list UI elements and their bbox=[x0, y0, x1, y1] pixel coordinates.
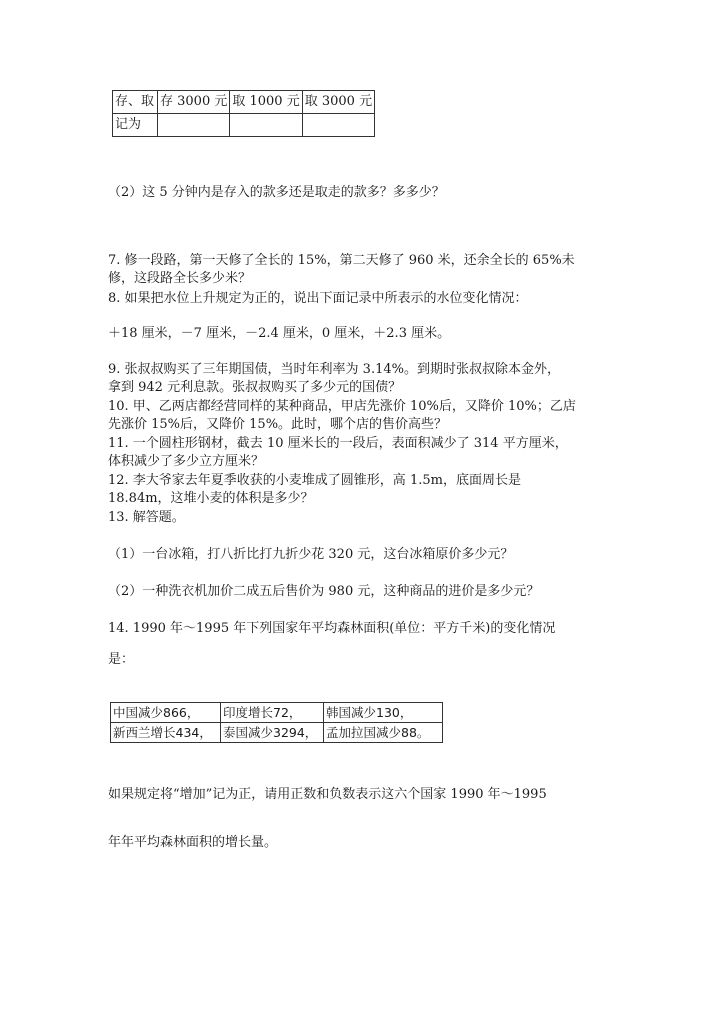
table-cell: 印度增长72， bbox=[221, 703, 324, 723]
question-9-line-2: 拿到 942 元利息款。张叔叔购买了多少元的国债？ bbox=[108, 380, 402, 395]
question-10-line-1: 10. 甲、乙两店都经营同样的某种商品，甲店先涨价 10%后，又降价 10%；乙店 bbox=[108, 399, 576, 414]
table-cell: 存、取 bbox=[113, 91, 158, 114]
table-cell bbox=[302, 114, 374, 137]
question-13-part-1: （1）一台冰箱，打八折比打九折少花 320 元，这台冰箱原价多少元？ bbox=[108, 547, 514, 562]
deposit-withdraw-table bbox=[112, 90, 375, 137]
question-6-part-2: （2）这 5 分钟内是存入的款多还是取走的款多？多多少？ bbox=[108, 185, 445, 200]
question-7-line-1: 7. 修一段路，第一天修了全长的 15%，第二天修了 960 米，还余全长的 65%未 bbox=[108, 253, 575, 268]
question-14-instruction-line-2: 年年平均森林面积的增长量。 bbox=[108, 835, 278, 850]
table-cell: 韩国减少130， bbox=[324, 703, 443, 723]
table-cell: 记为 bbox=[113, 114, 158, 137]
table-cell bbox=[230, 114, 302, 137]
table-cell: 中国减少866， bbox=[111, 703, 221, 723]
table-cell: 泰国减少3294， bbox=[221, 723, 324, 743]
question-7-line-2: 修，这段路全长多少米？ bbox=[108, 271, 252, 286]
question-13-part-2: （2）一种洗衣机加价二成五后售价为 980 元，这种商品的进价是多少元？ bbox=[108, 584, 540, 599]
table-row bbox=[113, 91, 375, 114]
table-cell: 存 3000 元 bbox=[158, 91, 230, 114]
table-row bbox=[111, 723, 443, 743]
question-14-line-1: 14. 1990 年～1995 年下列国家年平均森林面积(单位：平方千米)的变化情况 bbox=[108, 621, 556, 636]
question-11-line-2: 体积减少了多少立方厘米？ bbox=[108, 454, 265, 469]
question-14-line-2: 是： bbox=[108, 652, 135, 667]
question-10-line-2: 先涨价 15%后，又降价 15%。此时，哪个店的售价高些？ bbox=[108, 417, 448, 432]
question-14-instruction-line-1: 如果规定将“增加”记为正，请用正数和负数表示这六个国家 1990 年～1995 bbox=[108, 787, 547, 802]
table-cell: 孟加拉国减少88。 bbox=[324, 723, 443, 743]
question-13-title: 13. 解答题。 bbox=[108, 510, 185, 525]
table-cell: 取 1000 元 bbox=[230, 91, 302, 114]
question-12-line-2: 18.84m，这堆小麦的体积是多少？ bbox=[108, 491, 314, 506]
question-8-values: ＋18 厘米，－7 厘米，－2.4 厘米，0 厘米，＋2.3 厘米。 bbox=[108, 326, 451, 341]
table-row bbox=[113, 114, 375, 137]
table-cell: 取 3000 元 bbox=[302, 91, 374, 114]
question-11-line-1: 11. 一个圆柱形钢材，截去 10 厘米长的一段后，表面积减少了 314 平方厘米， bbox=[108, 436, 568, 451]
question-9-line-1: 9. 张叔叔购买了三年期国债，当时年利率为 3.14%。到期时张叔叔除本金外， bbox=[108, 362, 560, 377]
table-row bbox=[111, 703, 443, 723]
table-cell bbox=[158, 114, 230, 137]
question-8-line-1: 8. 如果把水位上升规定为正的，说出下面记录中所表示的水位变化情况： bbox=[108, 291, 528, 306]
question-12-line-1: 12. 李大爷家去年夏季收获的小麦堆成了圆锥形，高 1.5m，底面周长是 bbox=[108, 473, 521, 488]
forest-area-table bbox=[110, 702, 443, 743]
table-cell: 新西兰增长434， bbox=[111, 723, 221, 743]
